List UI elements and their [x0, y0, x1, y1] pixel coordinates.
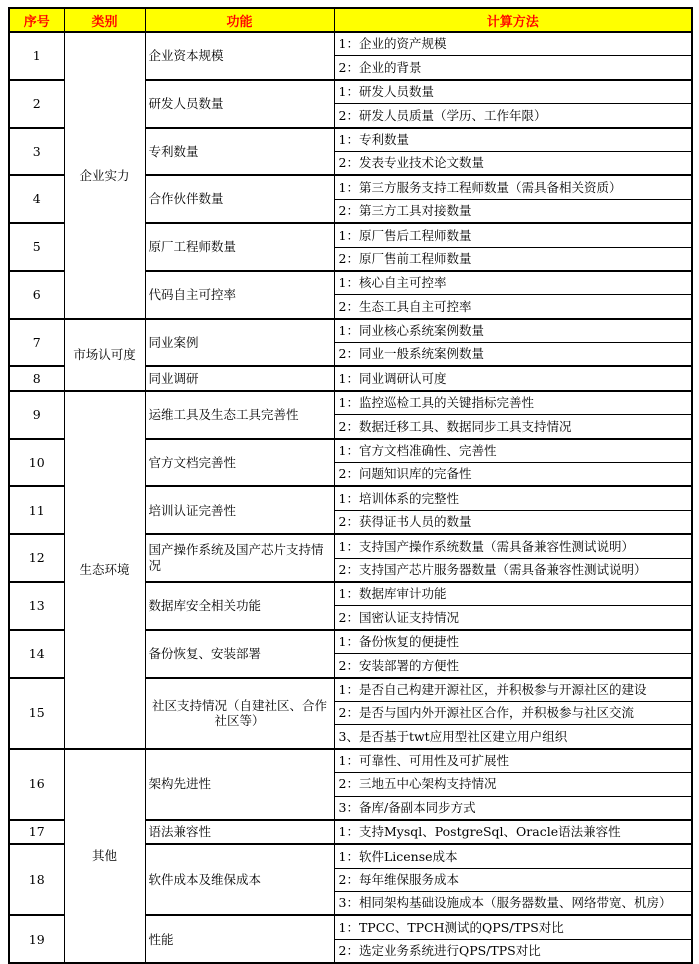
row-number-cell: 8	[9, 366, 64, 390]
evaluation-table-sheet	[8, 7, 693, 964]
function-cell: 国产操作系统及国产芯片支持情况	[145, 534, 334, 582]
method-cell: 3：备库/备副本同步方式	[334, 796, 692, 820]
table-row	[9, 32, 692, 56]
function-cell: 备份恢复、安装部署	[145, 630, 334, 678]
function-cell: 性能	[145, 915, 334, 963]
method-cell: 1：软件License成本	[334, 844, 692, 868]
row-number-cell: 4	[9, 175, 64, 223]
method-cell: 1：同业调研认可度	[334, 366, 692, 390]
method-cell: 1：官方文档准确性、完善性	[334, 439, 692, 463]
row-number-cell: 12	[9, 534, 64, 582]
function-cell: 官方文档完善性	[145, 439, 334, 487]
header-method: 计算方法	[334, 8, 692, 32]
method-cell: 2：三地五中心架构支持情况	[334, 773, 692, 796]
function-cell: 语法兼容性	[145, 820, 334, 844]
method-cell: 2：同业一般系统案例数量	[334, 343, 692, 367]
method-cell: 2：原厂售前工程师数量	[334, 247, 692, 271]
method-cell: 2：国密认证支持情况	[334, 606, 692, 630]
method-cell: 2：研发人员质量（学历、工作年限）	[334, 104, 692, 128]
row-number-cell: 13	[9, 582, 64, 630]
row-number-cell: 11	[9, 486, 64, 534]
evaluation-table	[8, 7, 693, 964]
method-cell: 1：核心自主可控率	[334, 271, 692, 295]
table-row	[9, 391, 692, 415]
method-cell: 3：相同架构基础设施成本（服务器数量、网络带宽、机房）	[334, 892, 692, 916]
method-cell: 2：生态工具自主可控率	[334, 295, 692, 319]
method-cell: 1：专利数量	[334, 128, 692, 152]
function-cell: 合作伙伴数量	[145, 175, 334, 223]
method-cell: 1：第三方服务支持工程师数量（需具备相关资质）	[334, 175, 692, 199]
row-number-cell: 10	[9, 439, 64, 487]
function-cell: 原厂工程师数量	[145, 223, 334, 271]
row-number-cell: 1	[9, 32, 64, 80]
method-cell: 2：支持国产芯片服务器数量（需具备兼容性测试说明）	[334, 558, 692, 582]
row-number-cell: 14	[9, 630, 64, 678]
category-cell: 市场认可度	[64, 319, 145, 391]
method-cell: 1：监控巡检工具的关键指标完善性	[334, 391, 692, 415]
method-cell: 2：获得证书人员的数量	[334, 510, 692, 534]
method-cell: 1：数据库审计功能	[334, 582, 692, 606]
method-cell: 2：每年维保服务成本	[334, 868, 692, 891]
function-cell: 同业调研	[145, 366, 334, 390]
method-cell: 3、是否基于twt应用型社区建立用户组织	[334, 725, 692, 749]
function-cell: 数据库安全相关功能	[145, 582, 334, 630]
table-row	[9, 319, 692, 343]
method-cell: 1：支持Mysql、PostgreSql、Oracle语法兼容性	[334, 820, 692, 844]
table-row	[9, 749, 692, 773]
function-cell: 代码自主可控率	[145, 271, 334, 319]
row-number-cell: 16	[9, 749, 64, 820]
function-cell: 培训认证完善性	[145, 486, 334, 534]
row-number-cell: 15	[9, 678, 64, 749]
method-cell: 2：第三方工具对接数量	[334, 199, 692, 223]
function-cell: 同业案例	[145, 319, 334, 367]
method-cell: 1：可靠性、可用性及可扩展性	[334, 749, 692, 773]
method-cell: 2：发表专业技术论文数量	[334, 151, 692, 175]
method-cell: 1：备份恢复的便捷性	[334, 630, 692, 654]
function-cell: 运维工具及生态工具完善性	[145, 391, 334, 439]
header-category: 类别	[64, 8, 145, 32]
row-number-cell: 5	[9, 223, 64, 271]
method-cell: 1：是否自己构建开源社区，并积极参与开源社区的建设	[334, 678, 692, 702]
function-cell: 社区支持情况（自建社区、合作社区等）	[145, 678, 334, 749]
method-cell: 1：同业核心系统案例数量	[334, 319, 692, 343]
header-row	[9, 8, 692, 32]
row-number-cell: 19	[9, 915, 64, 963]
row-number-cell: 2	[9, 80, 64, 128]
category-cell: 其他	[64, 749, 145, 964]
row-number-cell: 6	[9, 271, 64, 319]
method-cell: 1：TPCC、TPCH测试的QPS/TPS对比	[334, 915, 692, 939]
function-cell: 企业资本规模	[145, 32, 334, 80]
function-cell: 架构先进性	[145, 749, 334, 820]
function-cell: 软件成本及维保成本	[145, 844, 334, 915]
function-cell: 专利数量	[145, 128, 334, 176]
method-cell: 2：问题知识库的完备性	[334, 463, 692, 487]
method-cell: 2：安装部署的方便性	[334, 654, 692, 678]
method-cell: 1：研发人员数量	[334, 80, 692, 104]
method-cell: 1：培训体系的完整性	[334, 486, 692, 510]
method-cell: 2：选定业务系统进行QPS/TPS对比	[334, 939, 692, 963]
header-number: 序号	[9, 8, 64, 32]
method-cell: 1：支持国产操作系统数量（需具备兼容性测试说明）	[334, 534, 692, 558]
row-number-cell: 9	[9, 391, 64, 439]
table-body	[9, 32, 692, 963]
header-function: 功能	[145, 8, 334, 32]
row-number-cell: 3	[9, 128, 64, 176]
category-cell: 生态环境	[64, 391, 145, 749]
method-cell: 2：数据迁移工具、数据同步工具支持情况	[334, 415, 692, 439]
method-cell: 1：原厂售后工程师数量	[334, 223, 692, 247]
category-cell: 企业实力	[64, 32, 145, 319]
method-cell: 2：企业的背景	[334, 56, 692, 80]
function-cell: 研发人员数量	[145, 80, 334, 128]
row-number-cell: 18	[9, 844, 64, 915]
method-cell: 1：企业的资产规模	[334, 32, 692, 56]
method-cell: 2：是否与国内外开源社区合作，并积极参与社区交流	[334, 701, 692, 724]
row-number-cell: 17	[9, 820, 64, 844]
row-number-cell: 7	[9, 319, 64, 367]
